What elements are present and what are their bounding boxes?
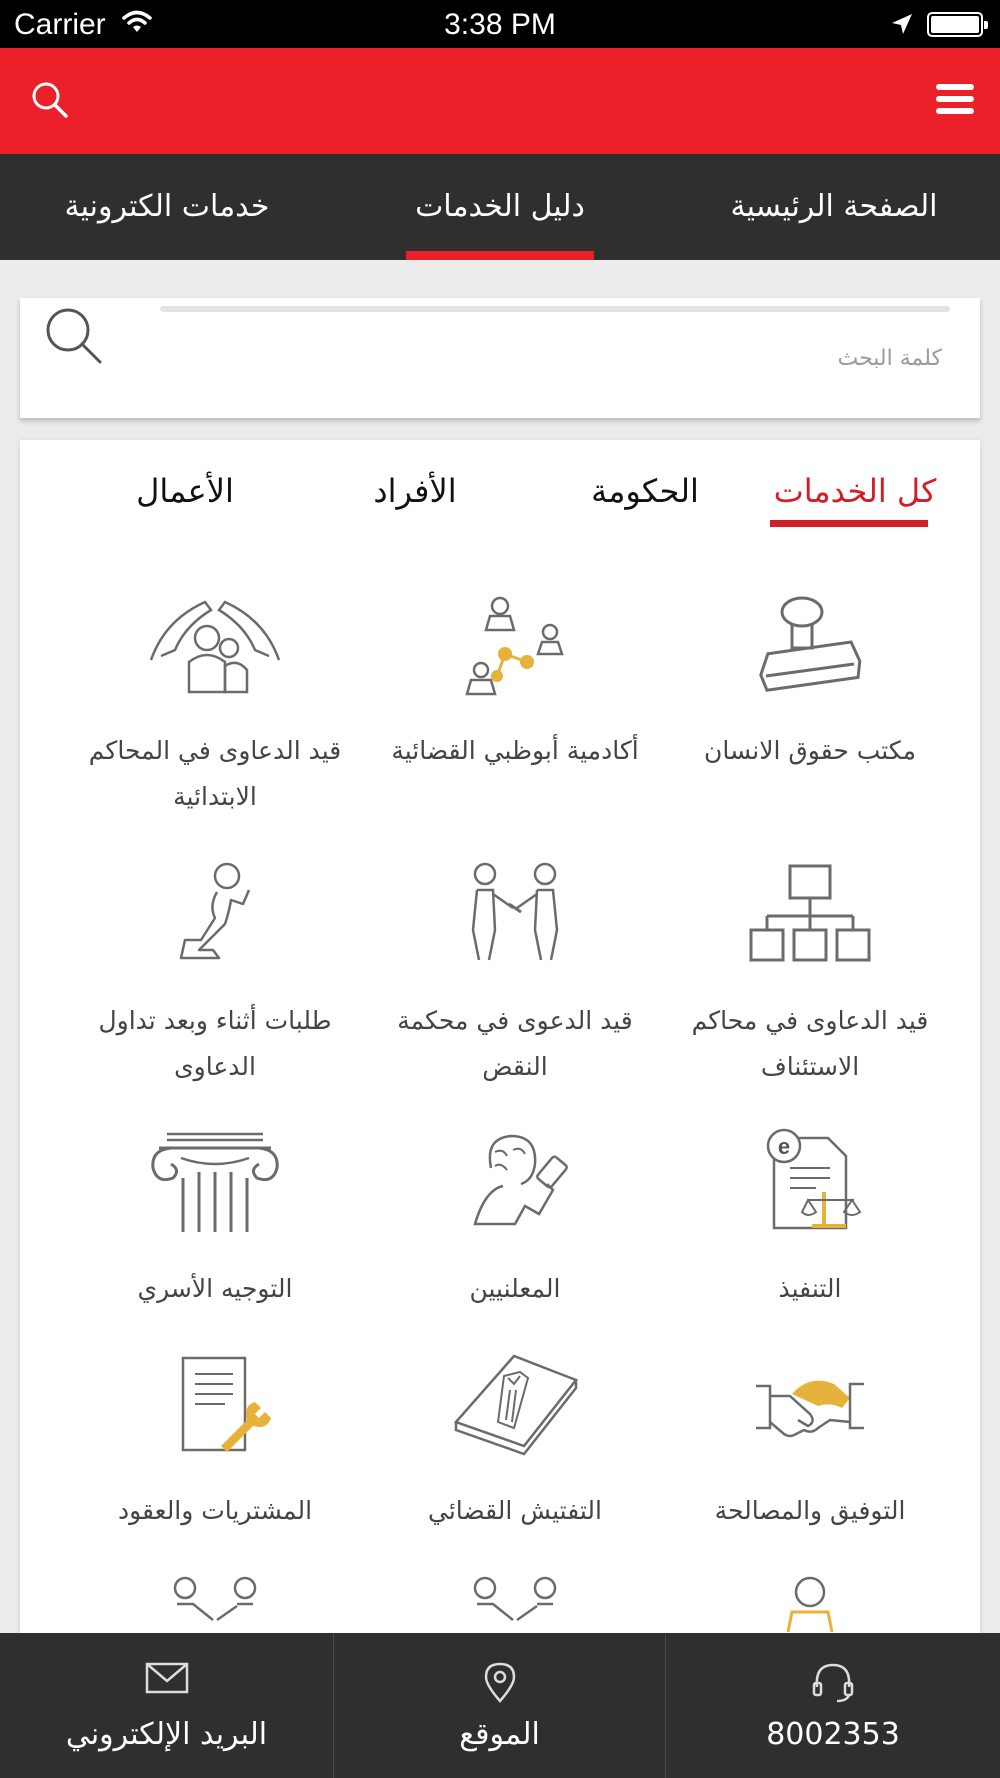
- service-procurement-contracts[interactable]: [65, 1350, 365, 1534]
- search-panel: [20, 298, 980, 418]
- clock: 3:38 PM: [444, 8, 556, 41]
- service-cassation-cases[interactable]: [365, 860, 665, 1090]
- handshake-people-icon: [455, 860, 575, 970]
- status-bar: [0, 0, 1000, 48]
- service-label: قيد الدعاوى في المحاكم الابتدائية: [88, 736, 342, 811]
- stamp-icon: [750, 590, 870, 700]
- service-family-guidance[interactable]: [65, 1128, 365, 1312]
- main-nav-tabs: [0, 154, 1000, 260]
- person-icon: [750, 1572, 870, 1640]
- phone-number: 8002353: [766, 1717, 900, 1752]
- handshake-people-icon: [155, 1572, 275, 1640]
- kneeling-person-icon: [155, 860, 275, 970]
- service-partial-2[interactable]: [365, 1572, 665, 1640]
- location-pin-icon: [482, 1661, 518, 1703]
- service-judicial-inspection[interactable]: [365, 1350, 665, 1534]
- service-label: التوفيق والمصالحة: [714, 1496, 906, 1525]
- search-icon[interactable]: [28, 78, 74, 124]
- location-label: الموقع: [459, 1717, 540, 1752]
- active-category-indicator: [770, 520, 928, 527]
- search-input[interactable]: [160, 328, 942, 388]
- judge-gavel-icon: [455, 1128, 575, 1238]
- svg-text:e: e: [777, 1134, 791, 1159]
- service-partial-3[interactable]: [65, 1572, 365, 1640]
- location-arrow-icon: [890, 12, 914, 36]
- tab-home[interactable]: [668, 154, 1000, 260]
- bottom-contact-bar: [0, 1633, 1000, 1778]
- tab-home-label: الصفحة الرئيسية: [730, 189, 938, 224]
- service-label: المعلنيين: [469, 1274, 561, 1303]
- service-label: قيد الدعوى في محكمة النقض: [397, 1006, 633, 1081]
- category-all-services[interactable]: كل الخدمات: [773, 472, 937, 510]
- service-human-rights-office[interactable]: [660, 590, 960, 774]
- service-appeal-cases[interactable]: [660, 860, 960, 1090]
- hierarchy-icon: [745, 860, 875, 970]
- envelope-icon: [145, 1661, 189, 1695]
- tab-e-services-label: خدمات الكترونية: [64, 189, 270, 224]
- hamburger-menu-icon[interactable]: [932, 80, 980, 122]
- category-business[interactable]: الأعمال: [136, 472, 234, 510]
- family-protection-icon: [145, 590, 285, 700]
- service-label: قيد الدعاوى في محاكم الاستئناف: [691, 1006, 929, 1081]
- battery-icon: [927, 12, 983, 37]
- category-government[interactable]: الحكومة: [591, 472, 699, 510]
- services-card: [20, 440, 980, 1640]
- service-judicial-academy[interactable]: [365, 590, 665, 774]
- service-label: أكادمية أبوظبي القضائية: [391, 736, 639, 765]
- service-case-requests[interactable]: [65, 860, 365, 1090]
- service-execution[interactable]: [660, 1128, 960, 1312]
- search-divider: [160, 306, 950, 312]
- service-reconciliation[interactable]: [660, 1350, 960, 1534]
- network-people-icon: [455, 590, 575, 700]
- app-header: [0, 48, 1000, 154]
- email-label: البريد الإلكتروني: [65, 1717, 268, 1752]
- tab-services-guide-label: دليل الخدمات: [415, 189, 585, 224]
- headset-icon: [811, 1661, 855, 1703]
- location-button[interactable]: [333, 1633, 666, 1778]
- service-label: طلبات أثناء وبعد تداول الدعاوى: [98, 1006, 332, 1081]
- handshake-icon: [750, 1350, 870, 1460]
- service-label: المشتريات والعقود: [117, 1496, 313, 1525]
- e-document-scales-icon: [750, 1128, 870, 1238]
- service-first-instance-cases[interactable]: [65, 590, 365, 820]
- service-label: التفتيش القضائي: [428, 1496, 602, 1525]
- robe-book-icon: [450, 1350, 580, 1460]
- service-label: التنفيذ: [778, 1274, 842, 1303]
- column-pillar-icon: [145, 1128, 285, 1238]
- tab-services-guide[interactable]: [334, 154, 666, 260]
- magnifier-icon[interactable]: [36, 300, 116, 380]
- category-individuals[interactable]: الأفراد: [373, 472, 457, 510]
- document-wrench-icon: [155, 1350, 275, 1460]
- phone-button[interactable]: [666, 1633, 1000, 1778]
- carrier-label: Carrier: [14, 8, 106, 41]
- handshake-people-icon: [455, 1572, 575, 1640]
- service-partial-1[interactable]: [660, 1572, 960, 1640]
- service-label: التوجيه الأسري: [137, 1274, 293, 1303]
- service-announcers[interactable]: [365, 1128, 665, 1312]
- email-button[interactable]: [0, 1633, 333, 1778]
- service-label: مكتب حقوق الانسان: [703, 736, 917, 765]
- tab-e-services[interactable]: [0, 154, 334, 260]
- active-tab-indicator: [406, 251, 594, 260]
